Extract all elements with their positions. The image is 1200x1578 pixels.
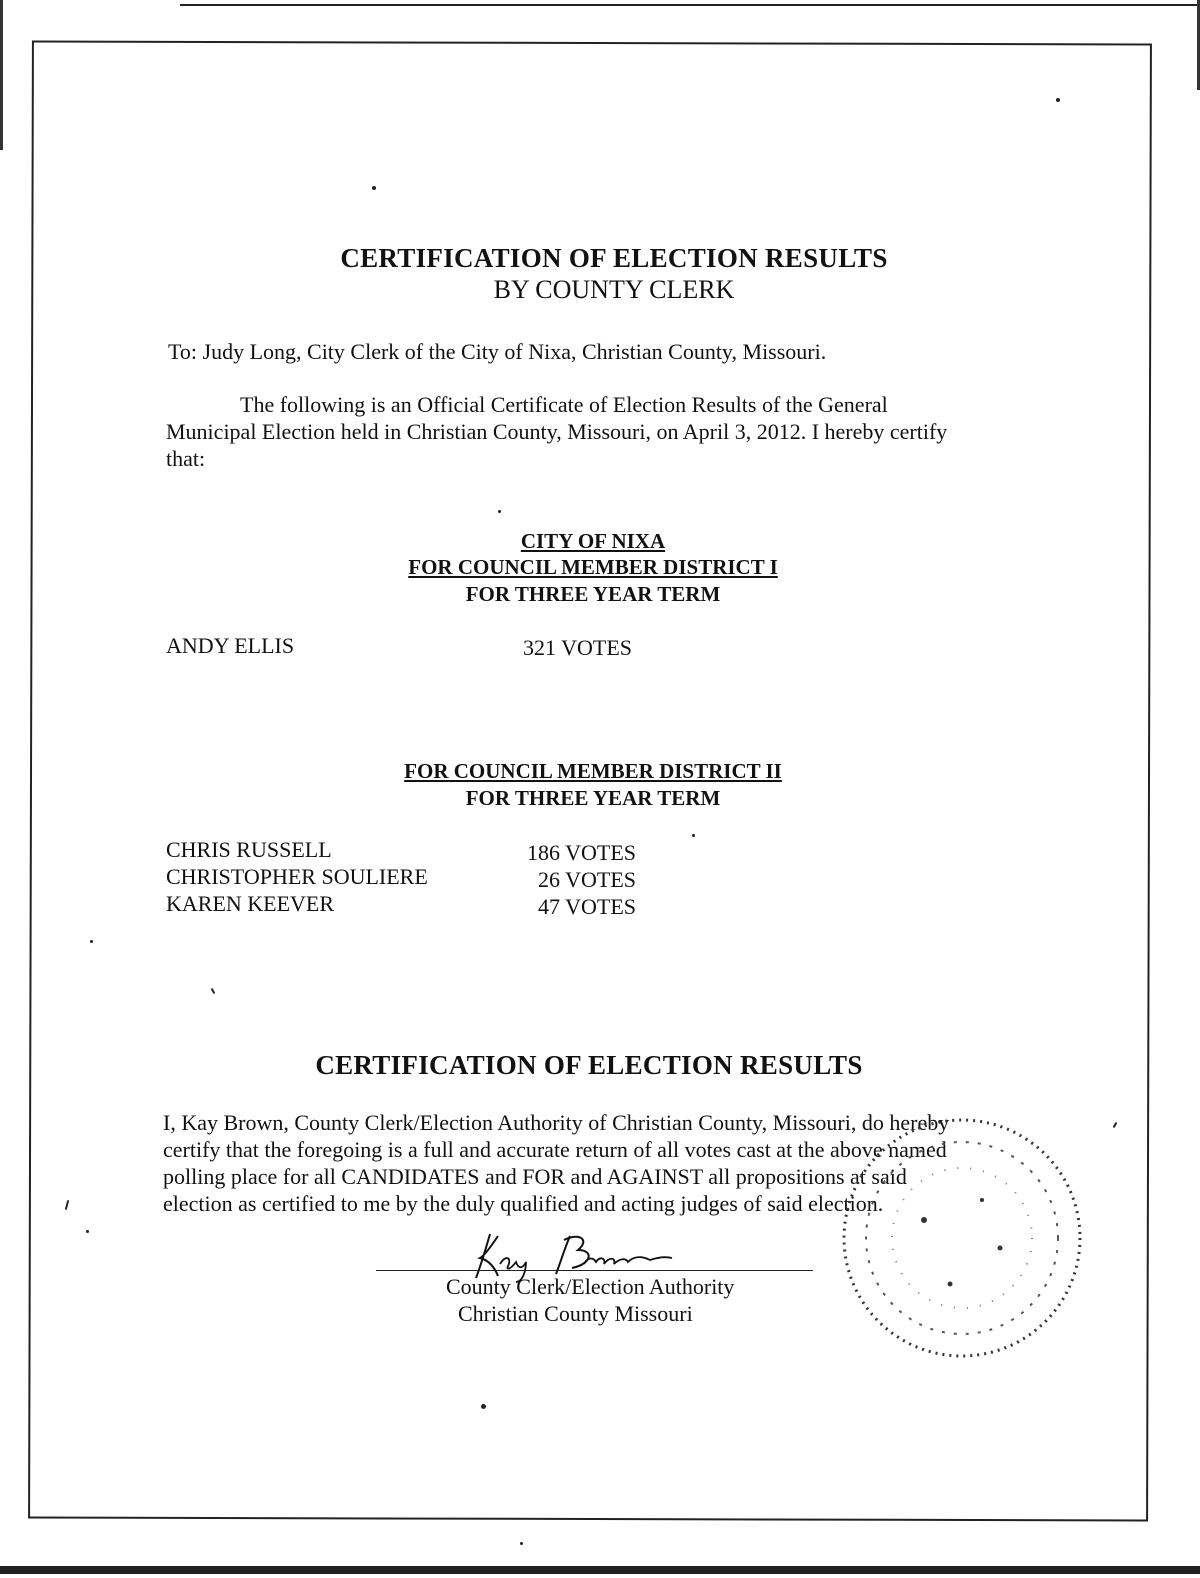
certification-title: CERTIFICATION OF ELECTION RESULTS bbox=[315, 1050, 863, 1080]
signature-location: Christian County Missouri bbox=[458, 1301, 693, 1326]
scan-speck bbox=[692, 834, 695, 837]
candidate-name: CHRISTOPHER SOULIERE bbox=[166, 864, 428, 889]
candidate-votes: 186 VOTES bbox=[527, 840, 636, 865]
candidate-name: ANDY ELLIS bbox=[166, 633, 295, 658]
race-heading-office: FOR COUNCIL MEMBER DISTRICT II bbox=[404, 759, 782, 783]
county-seal-stamp bbox=[832, 1108, 1092, 1368]
certification-line: certify that the foregoing is a full and accurate return of all votes cast at the above named bbox=[163, 1137, 947, 1162]
scan-speck bbox=[90, 940, 93, 943]
race-heading-office: FOR COUNCIL MEMBER DISTRICT I bbox=[408, 555, 778, 579]
scan-speck bbox=[372, 186, 376, 190]
scan-speck bbox=[86, 1230, 89, 1233]
intro-line: The following is an Official Certificate of Election Results of the General bbox=[240, 392, 888, 417]
candidate-votes: 26 VOTES bbox=[538, 867, 636, 892]
signature-title: County Clerk/Election Authority bbox=[446, 1274, 735, 1299]
document-subtitle: BY COUNTY CLERK bbox=[493, 275, 735, 304]
candidate-votes: 47 VOTES bbox=[538, 894, 636, 919]
scan-border-top bbox=[180, 4, 1200, 6]
race-heading-term: FOR THREE YEAR TERM bbox=[465, 582, 721, 606]
candidate-name: KAREN KEEVER bbox=[166, 891, 335, 916]
signature-line bbox=[376, 1270, 813, 1271]
recipient-line: To: Judy Long, City Clerk of the City of Nixa, Christian County, Missouri. bbox=[168, 339, 827, 364]
scan-speck bbox=[520, 1542, 523, 1545]
certification-line: election as certified to me by the duly qualified and acting judges of said election. bbox=[163, 1191, 884, 1216]
scan-speck bbox=[1056, 98, 1060, 102]
candidate-votes: 321 VOTES bbox=[523, 635, 632, 660]
race-heading-city: CITY OF NIXA bbox=[520, 529, 666, 553]
candidate-name: CHRIS RUSSELL bbox=[166, 837, 332, 862]
intro-line: that: bbox=[166, 446, 206, 471]
scan-border-bottom bbox=[0, 1566, 1200, 1574]
intro-line: Municipal Election held in Christian County, Missouri, on April 3, 2012. I hereby certify bbox=[166, 419, 948, 444]
certification-line: I, Kay Brown, County Clerk/Election Authority of Christian County, Missouri, do hereby bbox=[163, 1110, 950, 1135]
scan-edge-left bbox=[0, 0, 3, 150]
scan-speck bbox=[481, 1404, 486, 1409]
race-heading-term: FOR THREE YEAR TERM bbox=[465, 786, 721, 810]
document-title: CERTIFICATION OF ELECTION RESULTS bbox=[340, 243, 888, 273]
scan-speck bbox=[498, 510, 501, 513]
certification-line: polling place for all CANDIDATES and FOR and AGAINST all propositions at said bbox=[163, 1164, 907, 1189]
